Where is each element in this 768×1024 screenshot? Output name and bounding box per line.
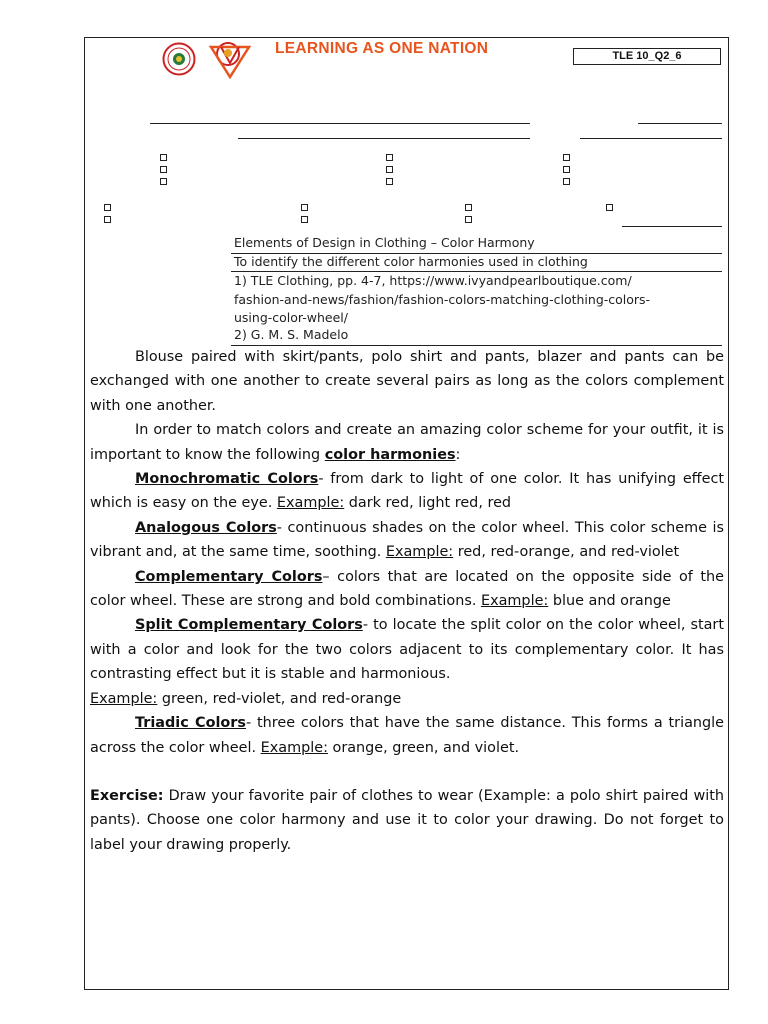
reference-line: 2) G. M. S. Madelo (234, 327, 349, 342)
harmony-analogous (90, 516, 724, 565)
lesson-objective: To identify the different color harmonies used in clothing (234, 254, 588, 269)
checkbox[interactable] (104, 204, 111, 211)
checkbox[interactable] (104, 216, 111, 223)
checkbox[interactable] (160, 166, 167, 173)
blank-line (238, 138, 530, 139)
harmony-term: Split Complementary Colors (135, 617, 363, 634)
harmony-triadic (90, 711, 724, 760)
example-label: Example: (90, 690, 158, 707)
checkbox[interactable] (160, 178, 167, 185)
harmony-monochromatic (90, 467, 724, 516)
reference-line: fashion-and-news/fashion/fashion-colors-matching-clothing-colors- (234, 292, 651, 307)
exercise-label: Exercise: (90, 787, 164, 804)
page-title: LEARNING AS ONE NATION (275, 40, 489, 57)
lesson-body (90, 345, 724, 857)
harmony-term: Complementary Colors (135, 568, 323, 585)
example-label: Example: (385, 544, 454, 561)
blank-line (638, 123, 722, 124)
harmony-term: Analogous Colors (135, 519, 277, 536)
intro-paragraph: Blouse paired with skirt/pants, polo shirt and pants, blazer and pants can be exchanged with one another to create several pairs as long as the colors complement with one another. (90, 349, 724, 414)
example-label: Example: (260, 739, 328, 756)
blank-line (150, 123, 530, 124)
reference-line: using-color-wheel/ (234, 310, 348, 325)
checkbox[interactable] (301, 216, 308, 223)
checkbox[interactable] (301, 204, 308, 211)
lesson-topic: Elements of Design in Clothing – Color Harmony (234, 235, 535, 250)
blank-line (580, 138, 722, 139)
harmony-desc: - from dark to light of one color. It has unifying effect which is easy on the eye. (90, 471, 724, 512)
harmony-example: green, red-violet, and red-orange (157, 690, 402, 707)
example-label: Example: (276, 495, 345, 512)
exercise-text: Draw your favorite pair of clothes to wear (Example: a polo shirt paired with pants). Choose one color harmony and use it to color your drawing. Do not forget to label your drawing properly. (90, 787, 724, 853)
info-divider (231, 271, 722, 272)
checkbox[interactable] (160, 154, 167, 161)
spacer (90, 760, 724, 784)
example-label: Example: (480, 593, 549, 610)
harmony-desc: - continuous shades on the color wheel. This color scheme is vibrant and, at the same time, soothing. (90, 519, 724, 561)
exercise-paragraph (90, 784, 724, 857)
checkbox[interactable] (386, 178, 393, 185)
harmonies-intro-paragraph (90, 418, 724, 467)
intro-text: In order to match colors and create an amazing color scheme for your outfit, it is important to know the following (90, 422, 724, 463)
harmony-desc: – colors that are located on the opposite side of the color wheel. These are strong and bold combinations. (90, 568, 724, 610)
checkbox[interactable] (465, 216, 472, 223)
harmony-example: blue and orange (548, 593, 671, 610)
color-harmonies-term: color harmonies (324, 446, 456, 463)
division-logo (207, 41, 253, 79)
harmony-term: Triadic Colors (135, 715, 246, 732)
harmony-split-complementary (90, 613, 724, 686)
reference-line: 1) TLE Clothing, pp. 4-7, https://www.ivyandpearlboutique.com/ (234, 273, 632, 288)
harmony-desc: - three colors that have the same distance. This forms a triangle across the color wheel. (90, 715, 724, 756)
checkbox[interactable] (386, 166, 393, 173)
harmony-example: orange, green, and violet. (327, 739, 520, 756)
split-complementary-example (90, 687, 724, 711)
harmony-example: red, red-orange, and red-violet (453, 544, 680, 561)
harmony-example: dark red, light red, red (344, 495, 512, 512)
school-seal-logo (157, 42, 201, 76)
checkbox[interactable] (563, 178, 570, 185)
harmony-desc: - to locate the split color on the color wheel, start with a color and look for the two colors adjacent to its complementary color. It has contrasting effect but it is stable and harmonious. (90, 617, 724, 683)
checkbox[interactable] (606, 204, 613, 211)
intro-colon: : (455, 446, 461, 463)
checkbox[interactable] (465, 204, 472, 211)
harmony-term: Monochromatic Colors (135, 471, 319, 488)
checkbox[interactable] (386, 154, 393, 161)
harmony-complementary (90, 565, 724, 614)
blank-line (622, 226, 722, 227)
checkbox[interactable] (563, 154, 570, 161)
checkbox[interactable] (563, 166, 570, 173)
module-code-box: TLE 10_Q2_6 (573, 48, 721, 65)
